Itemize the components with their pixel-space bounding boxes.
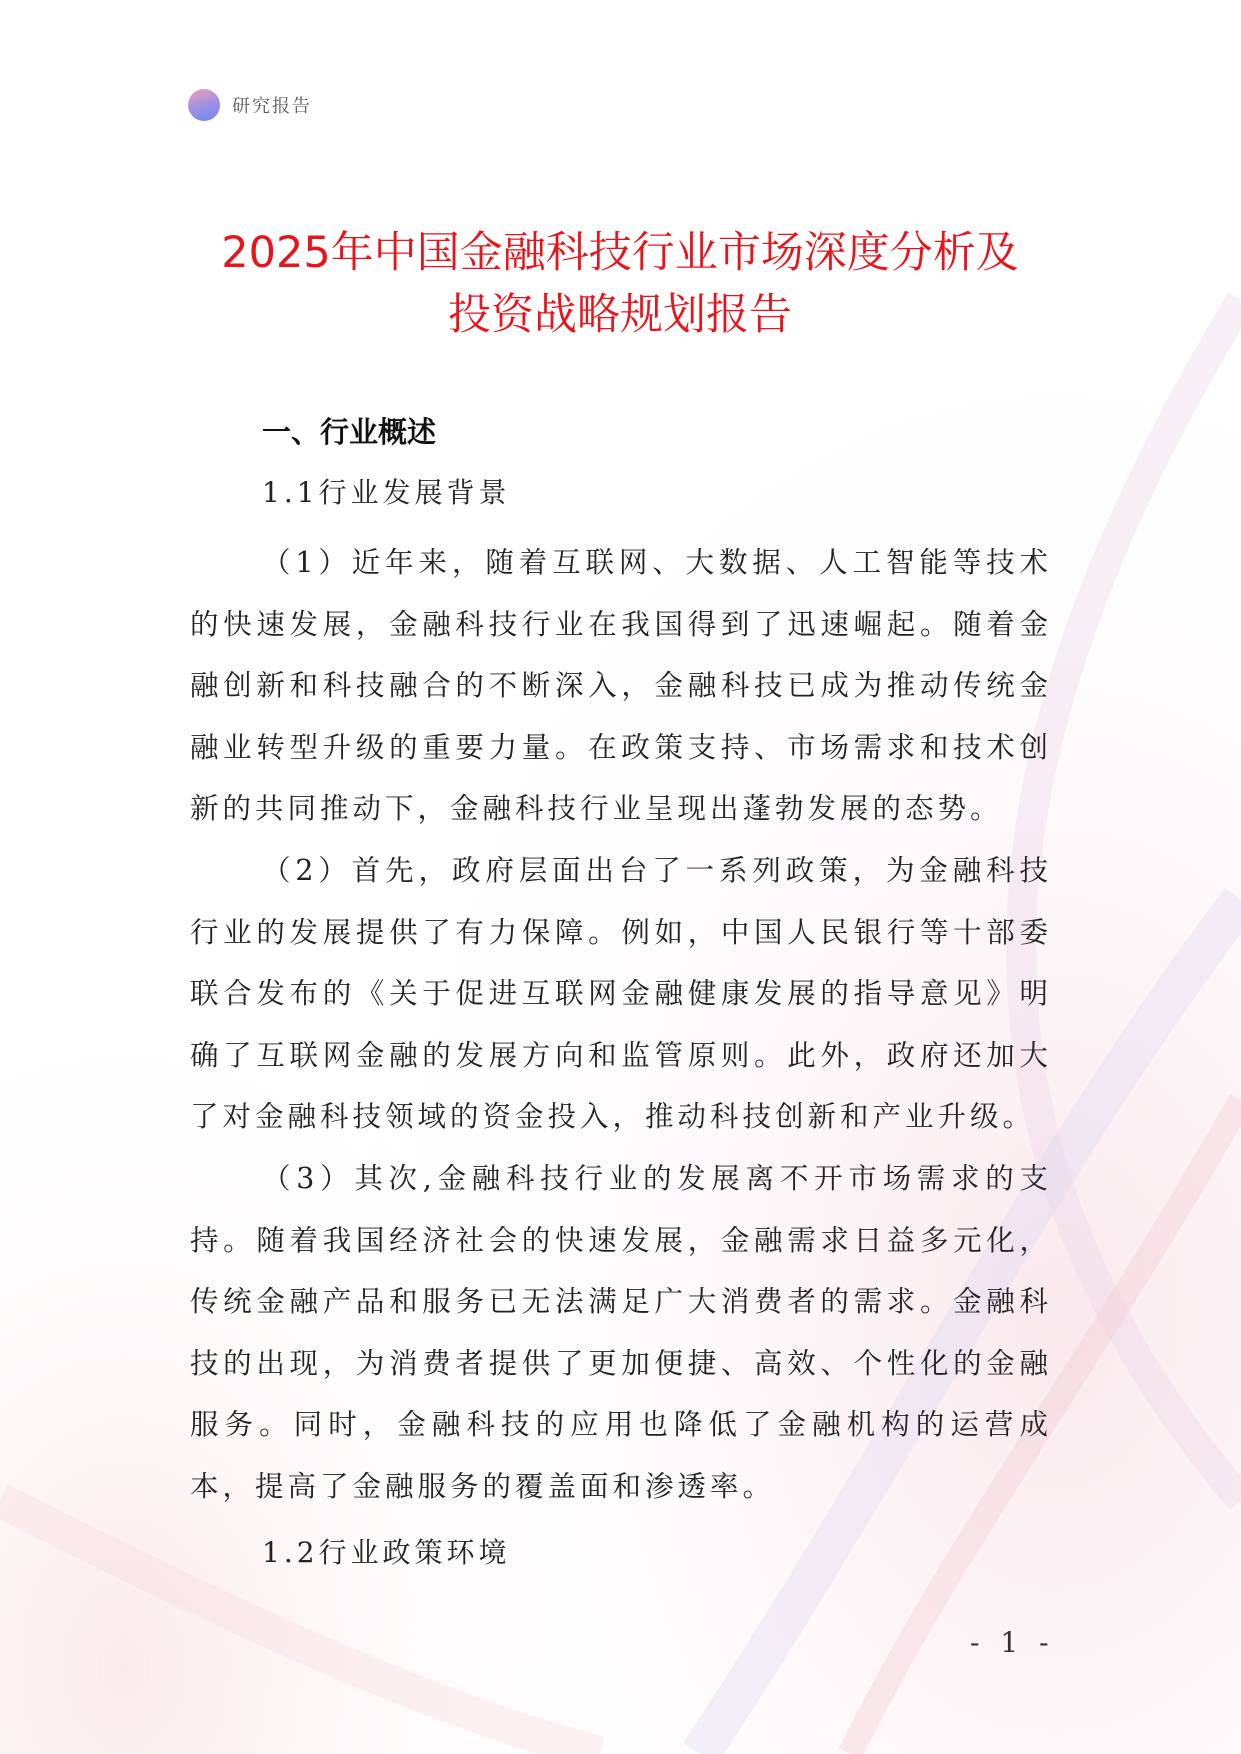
subsection-heading-2: 1.2行业政策环境 [262, 1535, 511, 1569]
section-heading: 一、行业概述 [262, 415, 437, 449]
paragraph-3: （3）其次,金融科技行业的发展离不开市场需求的支持。随着我国经济社会的快速发展，金融需求日益多元化，传统金融产品和服务已无法满足广大消费者的需求。金融科技的出现，为消费者提供了更加便捷、高效、个性化的金融服务。同时，金融科技的应用也降低了金融机构的运营成本，提高了金融服务的覆盖面和渗透率。 [190, 1161, 1052, 1503]
title-line-1: 2025年中国金融科技行业市场深度分析及 [221, 228, 1019, 278]
paragraph-1: （1）近年来，随着互联网、大数据、人工智能等技术的快速发展，金融科技行业在我国得到了迅速崛起。随着金融创新和科技融合的不断深入，金融科技已成为推动传统金融业转型升级的重要力量。在政策支持、市场需求和技术创新的共同推动下，金融科技行业呈现出蓬勃发展的态势。 [190, 546, 1052, 826]
page-number: - 1 - [970, 1626, 1055, 1659]
paragraph-2: （2）首先，政府层面出台了一系列政策，为金融科技行业的发展提供了有力保障。例如，中国人民银行等十部委联合发布的《关于促进互联网金融健康发展的指导意见》明确了互联网金融的发展方向和监管原则。此外，政府还加大了对金融科技领域的资金投入，推动科技创新和产业升级。 [190, 853, 1052, 1134]
document-title [150, 222, 1090, 346]
subsection-heading-1: 1.1行业发展背景 [262, 476, 511, 509]
document-body [190, 412, 1052, 1592]
report-logo-icon [188, 89, 220, 121]
header-label: 研究报告 [232, 96, 312, 117]
report-header [188, 88, 312, 122]
title-line-2: 投资战略规划报告 [448, 290, 792, 340]
